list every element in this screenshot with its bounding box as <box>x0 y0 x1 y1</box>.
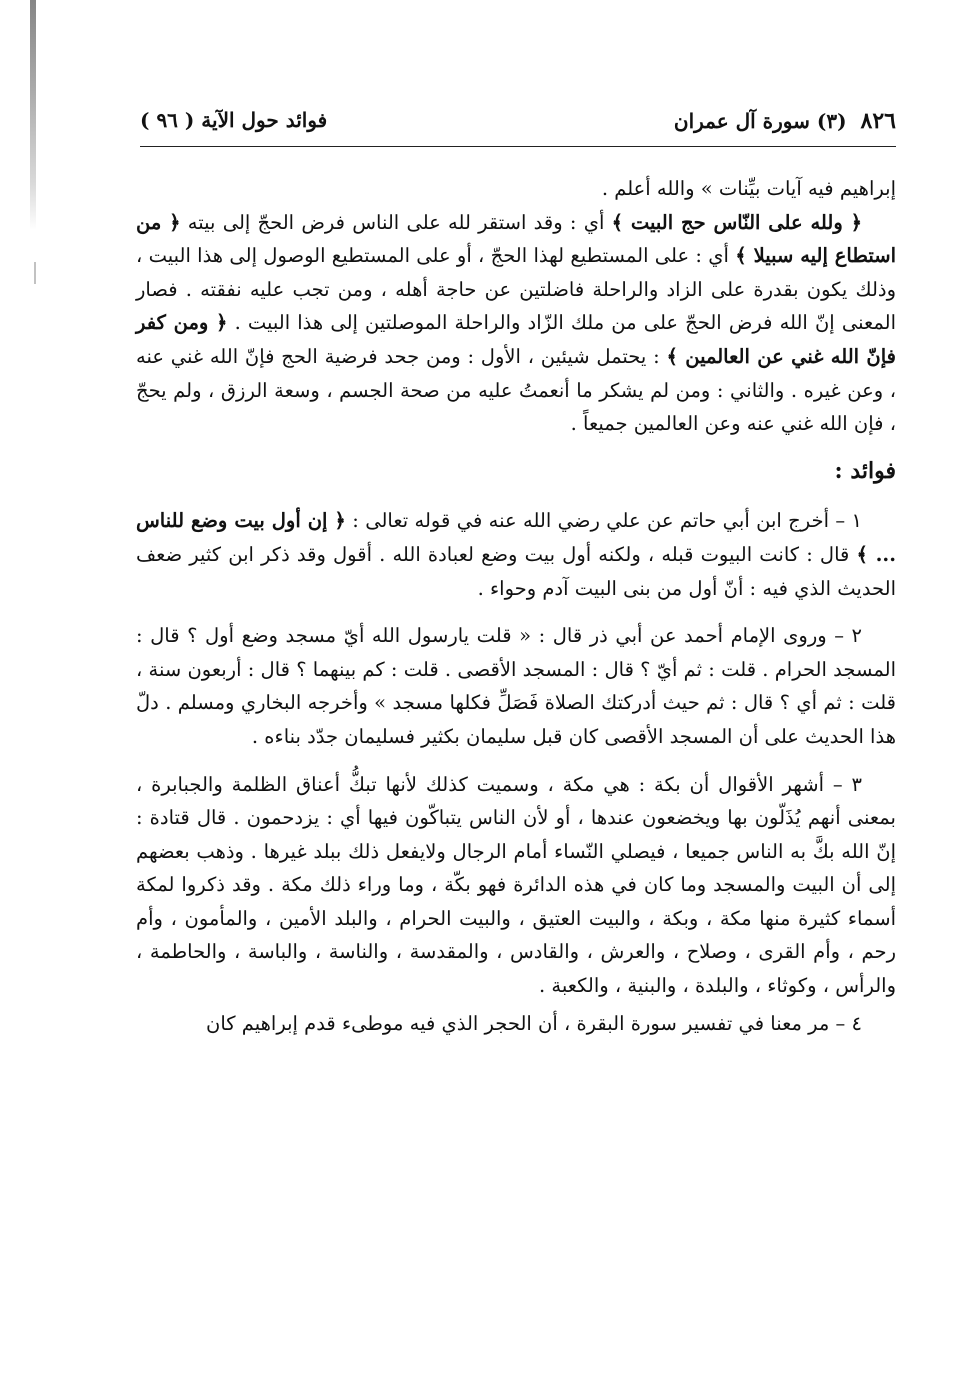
page-content <box>136 172 896 1040</box>
page-header <box>140 108 896 142</box>
benefit-1-text: ١ – أخرج ابن أبي حاتم عن علي رضي الله عنه في قوله تعالى : <box>345 509 862 533</box>
binding-edge-mark-small <box>34 262 36 284</box>
intro-line: إبراهيم فيه آيات بيِّنات » والله أعلم . <box>601 177 896 200</box>
fawaid-heading: فوائد : <box>834 457 896 484</box>
quran-quote: ﴿ إن أول بيت وضع للناس ... ﴾ <box>136 509 896 566</box>
benefit-1 <box>136 504 896 605</box>
benefit-4: ٤ – مر معنا في تفسير سورة البقرة ، أن الحجر الذي فيه موطىء قدم إبراهيم كان <box>206 1011 862 1035</box>
surah-title: (٣) سورة آل عمران <box>673 109 847 133</box>
benefit-2: ٢ – وروى الإمام أحمد عن أبي ذر قال : « قلت يارسول الله أيّ مسجد وضع أول ؟ قال : المسجد الحرام . قلت : ثم أيّ ؟ قال : المسجد الأقصى . قلت : كم بينهما ؟ قال : أربعون سنة ، قلت : ثم أي ؟ قال : ثم حيث أدركتك الصلاة فَصَلِّ فكلها مسجد » وأخرجه البخاري ومسلم . دلّ هذا الحديث على أن المسجد الأقصى كان قبل سليمان بكثير فسليمان جدّد بناءه . <box>136 624 896 748</box>
header-rule <box>140 146 896 147</box>
header-right <box>674 108 896 134</box>
quran-quote: ﴿ ولله على النّاس حج البيت ﴾ <box>611 210 862 234</box>
quran-quote: ﴿ ومن كفر فإنّ الله غني عن العالمين ﴾ <box>136 311 897 368</box>
binding-edge-mark <box>30 0 36 230</box>
page-number: ٨٢٦ <box>860 108 896 134</box>
tafsir-text: أي : على المستطيع لهذا الحجّ ، أو على المستطيع الوصول إلى هذا البيت ، وذلك يكون بقدرة على الزاد والراحلة فاضلتين عن حاجة أهله ، ومن تجب عليه نفقته . فصار المعنى إنّ الله فرض الحجّ على من ملك الزّاد والراحلة الموصلتين إلى هذا البيت . <box>136 244 896 335</box>
tafsir-text: أي : وقد استقر لله على الناس فرض الحجّ إلى بيته <box>180 210 612 234</box>
tafsir-paragraph <box>136 206 896 441</box>
quran-quote: ﴿ من استطاع إليه سبيلا ﴾ <box>136 210 896 268</box>
benefit-1-text-cont: قال : كانت البيوت قبله ، ولكنه أول بيت وضع لعبادة الله . أقول وقد ذكر ابن كثير ضعف الحديث الذي فيه : أنّ أول من بنى البيت آدم وحواء . <box>136 542 896 600</box>
benefit-3: ٣ – أشهر الأقوال أن بكة : هي مكة ، وسميت كذلك لأنها تبكُّ أعناق الظلمة والجبابرة ، بمعنى أنهم يُذَلّون بها ويخضعون عندها ، أو لأن الناس يتباكّون فيها أي : يزدحمون . قال قتادة : إنّ الله بكَّ به الناس جميعا ، فيصلي النّساء أمام الرجال ولايفعل ذلك ببلد غيرها . وذهب بعضهم إلى أن البيت والمسجد وما كان في هذه الدائرة فهو بكّة ، وما وراء ذلك مكة . وقد ذكروا لمكة أسماء كثيرة منها مكة ، وبكة ، والبيت العتيق ، والبيت الحرام ، والبلد الأمين ، والمأمون ، وأم رحم ، وأم القرى ، وصلاح ، والعرش ، والقادس ، والمقدسة ، والناسة ، والباسة ، والحاطمة ، والرأس ، وكوثاء ، والبلدة ، والبنية ، والكعبة . <box>136 772 896 998</box>
section-title: فوائد حول الآية ( ٩٦ ) <box>140 108 328 132</box>
tafsir-text: : يحتمل شيئين ، الأول : ومن جحد فرضية الحج فإنّ الله غني عنه ، وعن غيره . والثاني : ومن لم يشكر ما أنعمتُ عليه من صحة الجسم ، وسعة الرزق ، ولم يحجّ ، فإن الله غني عنه وعن العالمين جميعاً . <box>136 344 896 436</box>
